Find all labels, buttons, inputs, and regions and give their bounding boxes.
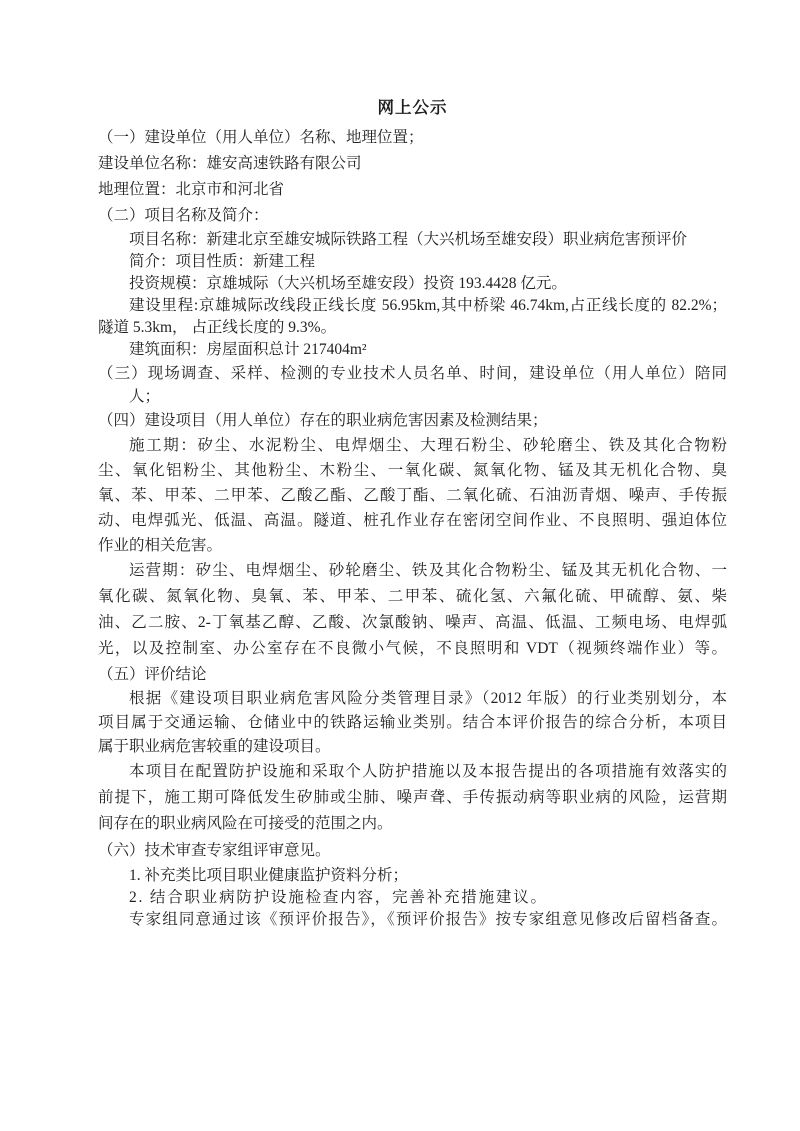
text-line: 氧化碳、氮氧化物、臭氧、苯、甲苯、二甲苯、硫化氢、六氟化硫、甲硫醇、氨、柴 [98, 588, 727, 605]
document-title: 网上公示 [377, 98, 448, 117]
text-line: 2. 结合职业病防护设施检查内容，完善补充措施建议。 [129, 889, 548, 906]
text-line: 建设里程:京雄城际改线段正线长度 56.95km,其中桥梁 46.74km,占正线长度的 82.2%； [129, 297, 727, 314]
paragraph [98, 864, 727, 887]
paragraph [98, 361, 727, 386]
text-line: （一）建设单位（用人单位）名称、地理位置； [98, 129, 424, 146]
paragraph [98, 151, 727, 177]
paragraph [98, 295, 727, 339]
paragraph [98, 558, 727, 662]
text-line: 投资规模：京雄城际（大兴机场至雄安段）投资 193.4428 亿元。 [129, 275, 567, 292]
text-line: （三）现场调查、采样、检测的专业技术人员名单、时间，建设单位（用人单位）陪同 [98, 365, 727, 382]
paragraph [98, 687, 727, 759]
text-line: （五）评价结论 [98, 666, 207, 683]
text-line: （四）建设项目（用人单位）存在的职业病危害因素及检测结果； [98, 412, 548, 429]
text-line: 简介：项目性质：新建工程 [129, 253, 316, 270]
text-line: （六）技术审查专家组评审意见。 [98, 842, 331, 859]
text-line: 隧道 5.3km， 占正线长度的 9.3%。 [98, 319, 337, 336]
paragraph [98, 203, 727, 229]
paragraph [98, 909, 727, 931]
text-line: 作业的相关危害。 [98, 537, 223, 554]
paragraph [98, 662, 727, 687]
paragraph [98, 177, 727, 203]
paragraph [98, 339, 727, 361]
paragraph [98, 125, 727, 151]
paragraph [98, 229, 727, 251]
text-line: 属于职业病危害较重的建设项目。 [98, 738, 331, 755]
text-line: （二）项目名称及简介： [98, 207, 269, 224]
text-line: 人； [129, 388, 161, 405]
text-line: 油、乙二胺、2-丁氧基乙醇、乙酸、次氯酸钠、噪声、高温、低温、工频电场、电焊弧 [98, 614, 727, 631]
text-line: 动、电焊弧光、低温、高温。隧道、桩孔作业存在密闭空间作业、不良照明、强迫体位 [98, 512, 727, 529]
text-line: 尘、氧化铝粉尘、其他粉尘、木粉尘、一氧化碳、氮氧化物、锰及其无机化合物、臭 [98, 462, 727, 479]
text-line: 氧、苯、甲苯、二甲苯、乙酸乙酯、乙酸丁酯、二氧化硫、石油沥青烟、噪声、手传振 [98, 487, 727, 504]
text-line: 项目名称：新建北京至雄安城际铁路工程（大兴机场至雄安段）职业病危害预评价 [129, 231, 688, 248]
text-line: 施工期：矽尘、水泥粉尘、电焊烟尘、大理石粉尘、砂轮磨尘、铁及其化合物粉 [129, 437, 727, 454]
text-line: 项目属于交通运输、仓储业中的铁路运输业类别。结合本评价报告的综合分析，本项目 [98, 714, 727, 731]
text-line: 间存在的职业病风险在可接受的范围之内。 [98, 815, 393, 832]
document-body [98, 125, 727, 931]
paragraph [98, 386, 727, 408]
text-line: 本项目在配置防护设施和采取个人防护措施以及本报告提出的各项措施有效落实的 [129, 763, 727, 780]
text-line: 根据《建设项目职业病危害风险分类管理目录》（2012 年版）的行业类别划分，本 [129, 690, 727, 707]
text-line: 专家组同意通过该《预评价报告》，《预评价报告》按专家组意见修改后留档备查。 [129, 911, 727, 928]
paragraph [98, 433, 727, 558]
text-line: 前提下，施工期可降低发生矽肺或尘肺、噪声聋、手传振动病等职业病的风险，运营期 [98, 789, 727, 806]
text-line: 光，以及控制室、办公室存在不良微小气候，不良照明和 VDT（视频终端作业）等。 [98, 640, 727, 657]
text-line: 建设单位名称：雄安高速铁路有限公司 [98, 155, 362, 172]
paragraph [98, 273, 727, 295]
paragraph [98, 408, 727, 433]
paragraph [98, 837, 727, 864]
text-line: 运营期：矽尘、电焊烟尘、砂轮磨尘、铁及其化合物粉尘、锰及其无机化合物、一 [129, 562, 727, 579]
text-line: 地理位置：北京市和河北省 [98, 181, 285, 198]
paragraph [98, 759, 727, 837]
text-line: 建筑面积：房屋面积总计 217404m² [129, 341, 367, 358]
paragraph [98, 887, 727, 909]
text-line: 1. 补充类比项目职业健康监护资料分析； [129, 867, 409, 884]
paragraph [98, 251, 727, 273]
